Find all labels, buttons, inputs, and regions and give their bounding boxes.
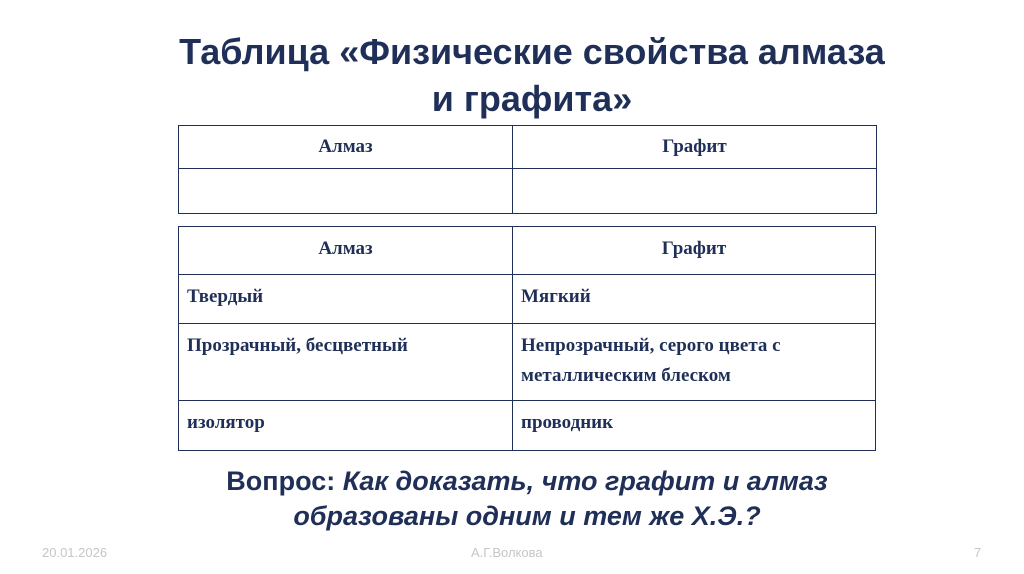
column-header-diamond: Алмаз: [179, 126, 513, 169]
table-header-row: [179, 227, 876, 275]
table-cell-graphite: [513, 169, 877, 214]
slide-title-line-2: и графита»: [431, 78, 633, 119]
column-header-diamond: Алмаз: [179, 227, 513, 275]
column-header-graphite: Графит: [513, 126, 877, 169]
empty-properties-table: [178, 125, 877, 214]
table-cell-graphite: Мягкий: [513, 275, 876, 324]
slide-title-line-1: Таблица «Физические свойства алмаза: [179, 31, 885, 72]
question-body-line-2: образованы одним и тем же Х.Э.?: [293, 501, 761, 531]
table-cell-graphite: Непрозрачный, серого цвета с металлическим блеском: [513, 324, 876, 401]
table-cell-graphite: проводник: [513, 401, 876, 451]
table-cell-diamond: [179, 169, 513, 214]
question-line-1: [0, 464, 1024, 499]
table-row: [179, 169, 877, 214]
table-cell-diamond: изолятор: [179, 401, 513, 451]
table-row: [179, 401, 876, 451]
column-header-graphite: Графит: [513, 227, 876, 275]
table-cell-diamond: Твердый: [179, 275, 513, 324]
footer-author: А.Г.Волкова: [471, 545, 543, 560]
question-line-2: [0, 499, 1024, 534]
table-cell-diamond: Прозрачный, бесцветный: [179, 324, 513, 401]
question-prefix: Вопрос:: [226, 466, 343, 496]
table-header-row: [179, 126, 877, 169]
footer-date: 20.01.2026: [42, 545, 108, 560]
slide-title: [0, 28, 1024, 122]
question-body-line-1: Как доказать, что графит и алмаз: [342, 466, 828, 496]
question-text: [0, 464, 1024, 534]
footer-page-number: 7: [974, 545, 982, 560]
table-row: [179, 275, 876, 324]
table-row: [179, 324, 876, 401]
filled-properties-table: [178, 226, 876, 451]
